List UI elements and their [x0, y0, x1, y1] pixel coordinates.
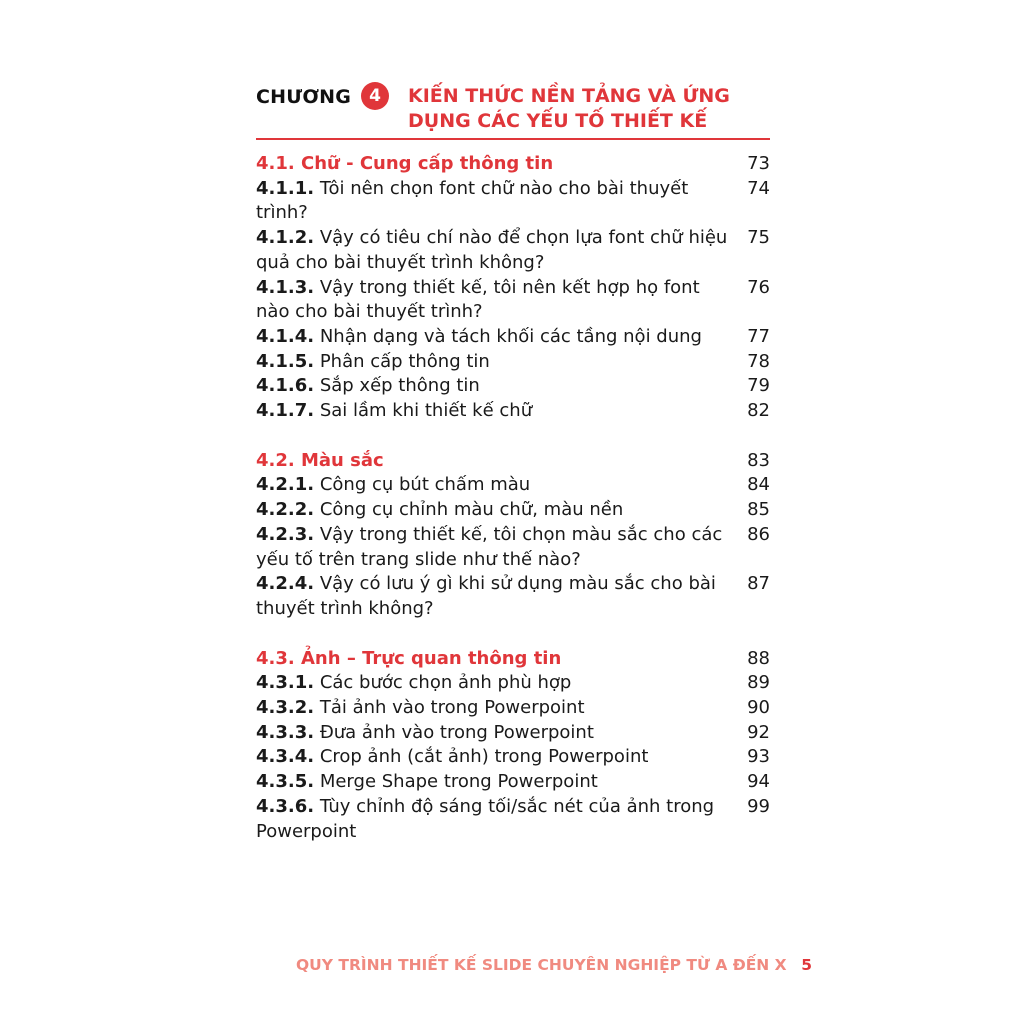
toc-entry-label: Công cụ bút chấm màu [319, 474, 531, 496]
toc-entry[interactable] [256, 399, 770, 424]
toc-entry-text [256, 523, 770, 572]
toc-entry-label: Phân cấp thông tin [319, 350, 490, 372]
toc-entry-label: Vậy có tiêu chí nào để chọn lựa font chữ hiệu quả cho bài thuyết trình không? [256, 227, 728, 273]
toc-section-heading[interactable] [256, 152, 770, 177]
toc-entry-number: 4.1.5. [256, 350, 315, 372]
toc-entry-label: Công cụ chỉnh màu chữ, màu nền [319, 499, 624, 521]
toc-entry-label: Tùy chỉnh độ sáng tối/sắc nét của ảnh trong Powerpoint [256, 795, 715, 842]
toc-page-number: 93 [747, 746, 770, 768]
toc-entry-number: 4.1.7. [256, 400, 315, 422]
toc-entry-label: Nhận dạng và tách khối các tầng nội dung [319, 325, 702, 347]
toc-entry-number: 4.1.2. [256, 227, 315, 249]
toc-page-number: 73 [747, 153, 770, 174]
toc-entry-label: Vậy có lưu ý gì khi sử dụng màu sắc cho bài thuyết trình không? [256, 573, 716, 619]
toc-entry-number: 4.2.1. [256, 474, 315, 496]
toc-section [256, 152, 770, 424]
toc-entry-number: 4.3.3. [256, 721, 315, 743]
toc-entry-text [256, 721, 770, 746]
toc-entry-number: 4.3.4. [256, 746, 315, 768]
toc-page-number: 88 [747, 647, 770, 669]
toc-page-number: 99 [747, 795, 770, 817]
toc-entry-number: 4.2.2. [256, 499, 315, 521]
toc-entry-text [256, 572, 770, 621]
toc-entry-label: Vậy trong thiết kế, tôi nên kết hợp họ font nào cho bài thuyết trình? [256, 276, 700, 323]
toc-section [256, 449, 770, 622]
toc-entry-text [256, 745, 770, 770]
toc-entry-number: 4.3.2. [256, 697, 315, 719]
toc-entry[interactable] [256, 226, 770, 275]
chapter-header [256, 80, 770, 138]
toc-entry[interactable] [256, 721, 770, 746]
toc-entry-number: 4.1.3. [256, 276, 315, 298]
toc-entry[interactable] [256, 523, 770, 572]
toc-entry-text [256, 325, 770, 350]
toc-entry-label: Vậy trong thiết kế, tôi chọn màu sắc cho các yếu tố trên trang slide như thế nào? [256, 523, 723, 570]
toc-page-number: 92 [747, 721, 770, 743]
toc-entry[interactable] [256, 473, 770, 498]
toc-entry-number: 4.1.6. [256, 375, 315, 397]
toc-heading-label: 4.2. Màu sắc [256, 449, 384, 471]
toc-entry-label: Crop ảnh (cắt ảnh) trong Powerpoint [319, 746, 649, 768]
toc-entry[interactable] [256, 745, 770, 770]
toc-entry-number: 4.1.1. [256, 177, 315, 199]
chapter-label: CHƯƠNG [256, 86, 352, 108]
toc-entry-number: 4.3.1. [256, 672, 315, 694]
toc-entry-text [256, 473, 770, 498]
toc-entry-label: Tải ảnh vào trong Powerpoint [319, 697, 585, 719]
page-footer [296, 956, 812, 974]
toc-entry-text [256, 770, 770, 795]
toc-page-number: 90 [747, 697, 770, 719]
toc-entry[interactable] [256, 795, 770, 844]
toc-entry[interactable] [256, 325, 770, 350]
toc-entry-number: 4.1.4. [256, 325, 315, 347]
toc-page-number: 84 [747, 474, 770, 496]
toc-entry-text [256, 226, 770, 275]
toc-page-number: 78 [747, 350, 770, 372]
toc-page-number: 82 [747, 400, 770, 422]
toc-entry-number: 4.2.3. [256, 523, 315, 545]
toc-entry[interactable] [256, 350, 770, 375]
toc-entry[interactable] [256, 671, 770, 696]
header-divider [256, 138, 770, 140]
toc-entry-text [256, 374, 770, 399]
toc-page-number: 76 [747, 276, 770, 298]
toc-page-number: 74 [747, 177, 770, 199]
toc-entry[interactable] [256, 177, 770, 226]
toc-page-number: 83 [747, 449, 770, 471]
chapter-title-line-2: DỤNG CÁC YẾU TỐ THIẾT KẾ [408, 110, 708, 132]
footer-book-title: QUY TRÌNH THIẾT KẾ SLIDE CHUYÊN NGHIỆP TỪ A ĐẾN X [296, 956, 787, 974]
toc-entry[interactable] [256, 374, 770, 399]
toc-entry[interactable] [256, 498, 770, 523]
toc-entry-text [256, 399, 770, 424]
chapter-title [408, 84, 730, 134]
toc-entry-label: Các bước chọn ảnh phù hợp [319, 672, 572, 694]
toc-entry-label: Đưa ảnh vào trong Powerpoint [319, 721, 594, 743]
toc-entry-text [256, 350, 770, 375]
toc-entry-text [256, 696, 770, 721]
toc-page-number: 77 [747, 325, 770, 347]
toc-section [256, 647, 770, 845]
toc-section-heading[interactable] [256, 647, 770, 672]
toc-entry-text [256, 671, 770, 696]
table-of-contents [256, 152, 770, 869]
toc-entry-label: Merge Shape trong Powerpoint [319, 771, 598, 793]
toc-entry-number: 4.2.4. [256, 573, 315, 595]
toc-page-number: 94 [747, 771, 770, 793]
toc-entry-label: Sắp xếp thông tin [319, 375, 480, 397]
toc-entry[interactable] [256, 770, 770, 795]
toc-entry-text [256, 276, 770, 325]
toc-page-number: 75 [747, 227, 770, 249]
toc-page-number: 87 [747, 573, 770, 595]
chapter-number-badge: 4 [361, 82, 389, 110]
toc-entry-text [256, 795, 770, 844]
chapter-title-line-1: KIẾN THỨC NỀN TẢNG VÀ ỨNG [408, 85, 730, 107]
toc-section-heading[interactable] [256, 449, 770, 474]
toc-entry[interactable] [256, 276, 770, 325]
toc-entry-number: 4.3.5. [256, 771, 315, 793]
toc-page-number: 86 [747, 523, 770, 545]
toc-page-number: 89 [747, 672, 770, 694]
footer-page-number: 5 [801, 956, 812, 974]
toc-entry-label: Tôi nên chọn font chữ nào cho bài thuyết trình? [256, 177, 689, 224]
toc-entry-text [256, 177, 770, 226]
toc-page-number: 79 [747, 375, 770, 397]
toc-page-number: 85 [747, 499, 770, 521]
toc-entry[interactable] [256, 696, 770, 721]
toc-entry-number: 4.3.6. [256, 795, 315, 817]
toc-entry-text [256, 498, 770, 523]
toc-entry-label: Sai lầm khi thiết kế chữ [319, 400, 533, 422]
toc-heading-label: 4.1. Chữ - Cung cấp thông tin [256, 153, 554, 174]
toc-entry[interactable] [256, 572, 770, 621]
toc-heading-label: 4.3. Ảnh – Trực quan thông tin [256, 647, 562, 669]
